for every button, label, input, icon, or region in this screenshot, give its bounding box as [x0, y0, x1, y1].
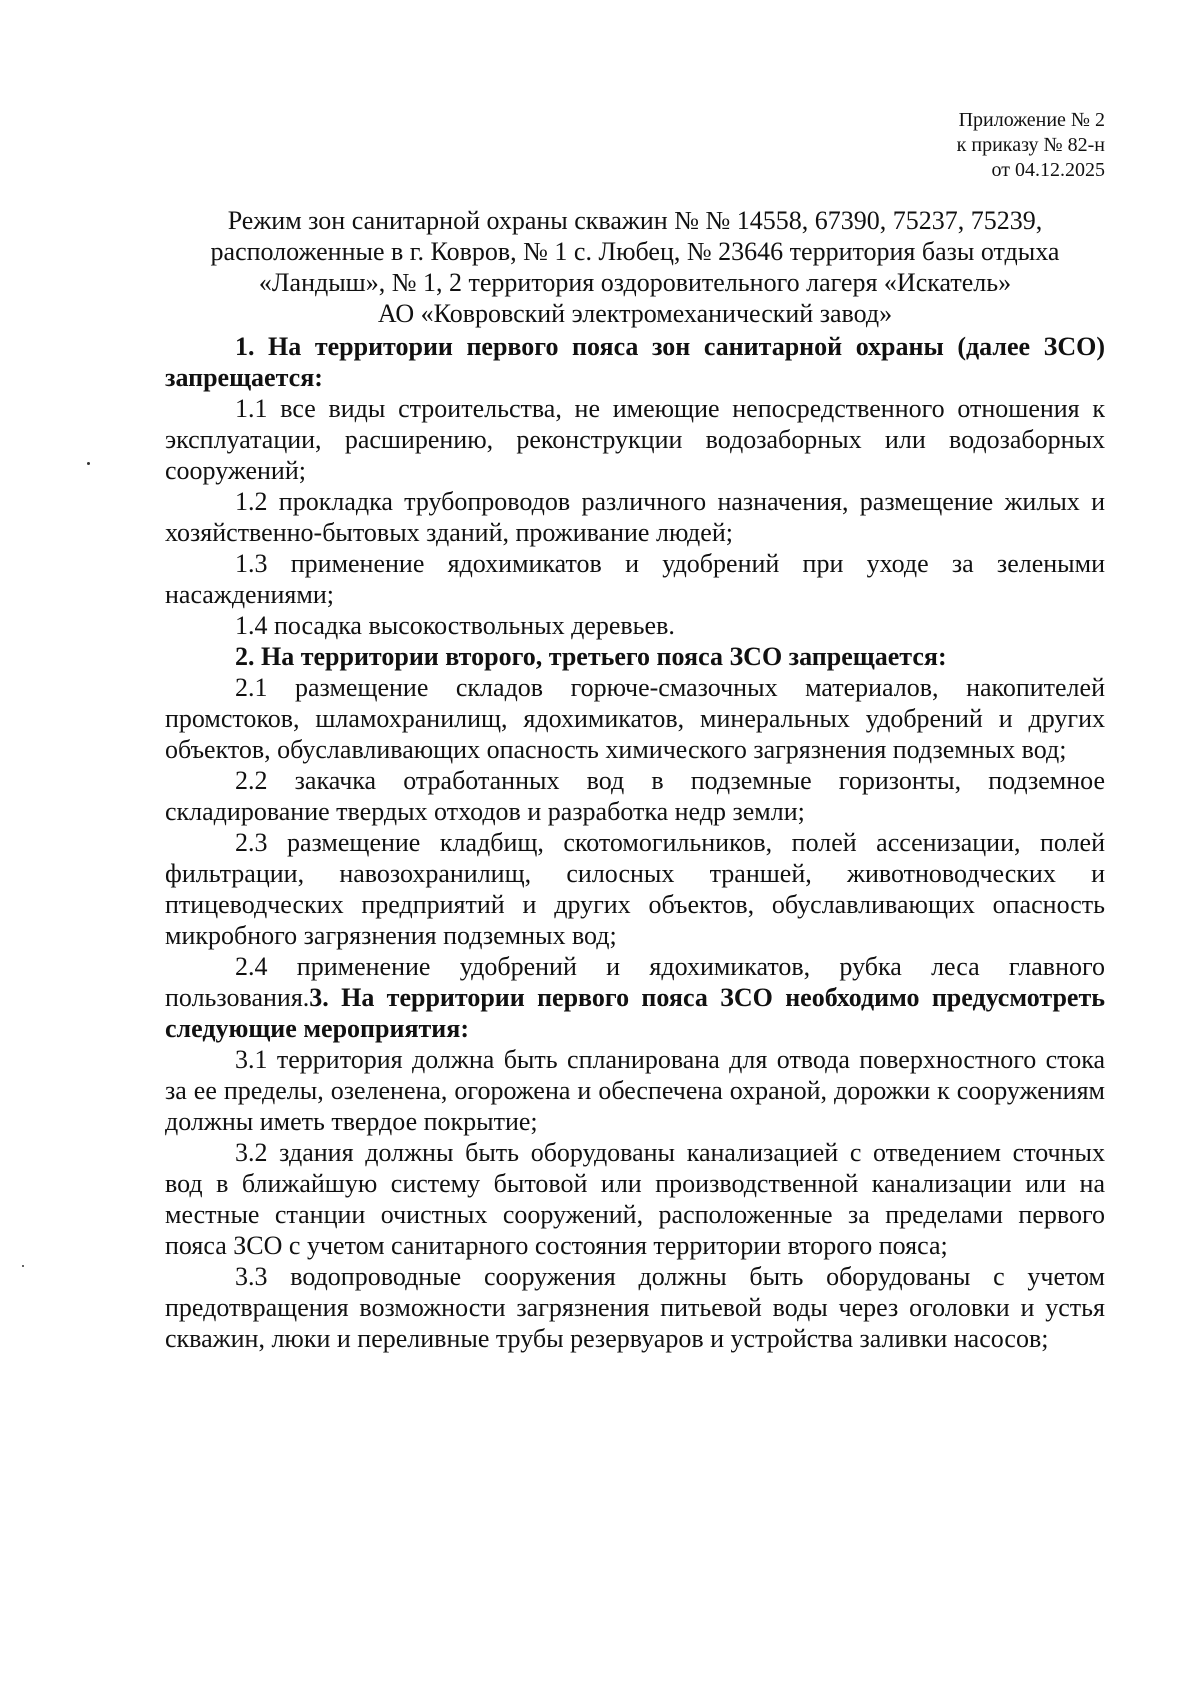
item-3-3: 3.3 водопроводные сооружения должны быть оборудованы с учетом предотвращения возможности загрязнения питьевой воды через оголовки и устья скважин, люки и переливные трубы резервуаров и устройства заливки насосов; — [165, 1262, 1105, 1353]
item-2-4: 2.4 применение удобрений и ядохимикатов, рубка леса главного пользования. — [165, 952, 1105, 1012]
item-1-4: 1.4 посадка высокоствольных деревьев. — [235, 611, 675, 640]
annex-order: к приказу № 82-н — [956, 134, 1105, 156]
title-line-3: «Ландыш», № 1, 2 территория оздоровительного лагеря «Искатель» — [258, 268, 1012, 297]
item-1-3: 1.3 применение ядохимикатов и удобрений при уходе за зелеными насаждениями; — [165, 549, 1105, 609]
document-title — [165, 205, 1105, 329]
section-3-heading: 3. На территории первого пояса ЗСО необходимо предусмотреть следующие мероприятия: — [165, 983, 1105, 1043]
item-1-2: 1.2 прокладка трубопроводов различного назначения, размещение жилых и хозяйственно-бытовых зданий, проживание людей; — [165, 487, 1105, 547]
item-1-1: 1.1 все виды строительства, не имеющие непосредственного отношения к эксплуатации, расширению, реконструкции водозаборных или водозаборных сооружений; — [165, 394, 1105, 485]
scan-speck — [87, 462, 90, 465]
item-3-1: 3.1 территория должна быть спланирована для отвода поверхностного стока за ее пределы, озеленена, огорожена и обеспечена охраной, дорожки к сооружениям должны иметь твердое покрытие; — [165, 1045, 1105, 1136]
item-2-1: 2.1 размещение складов горюче-смазочных материалов, накопителей промстоков, шламохранилищ, ядохимикатов, минеральных удобрений и других объектов, обуславливающих опасность химического загрязнения подземных вод; — [165, 673, 1105, 764]
title-line-1: Режим зон санитарной охраны скважин № № 14558, 67390, 75237, 75239, — [227, 206, 1043, 235]
section-2-heading: 2. На территории второго, третьего пояса ЗСО запрещается: — [235, 642, 947, 671]
item-2-3: 2.3 размещение кладбищ, скотомогильников, полей ассенизации, полей фильтрации, навозохранилищ, силосных траншей, животноводческих и птицеводческих предприятий и других объектов, обуславливающих опасность микробного загрязнения подземных вод; — [165, 828, 1105, 950]
item-2-2: 2.2 закачка отработанных вод в подземные горизонты, подземное складирование твердых отходов и разработка недр земли; — [165, 766, 1105, 826]
item-3-2: 3.2 здания должны быть оборудованы канализацией с отведением сточных вод в ближайшую систему бытовой или производственной канализации или на местные станции очистных сооружений, расположенные за пределами первого пояса ЗСО с учетом санитарного состояния территории второго пояса; — [165, 1138, 1105, 1260]
annex-block — [165, 108, 1105, 183]
scan-speck — [22, 1265, 24, 1267]
section-1-heading: 1. На территории первого пояса зон санитарной охраны (далее ЗСО) запрещается: — [165, 332, 1105, 392]
title-line-2: расположенные в г. Ковров, № 1 с. Любец, № 23646 территория базы отдыха — [210, 237, 1060, 266]
annex-date: от 04.12.2025 — [991, 159, 1105, 181]
annex-number: Приложение № 2 — [958, 109, 1105, 131]
title-line-4: АО «Ковровский электромеханический завод» — [377, 299, 893, 328]
item-2-4-with-section-3-heading — [165, 951, 1105, 1044]
document-page — [165, 108, 1105, 1354]
